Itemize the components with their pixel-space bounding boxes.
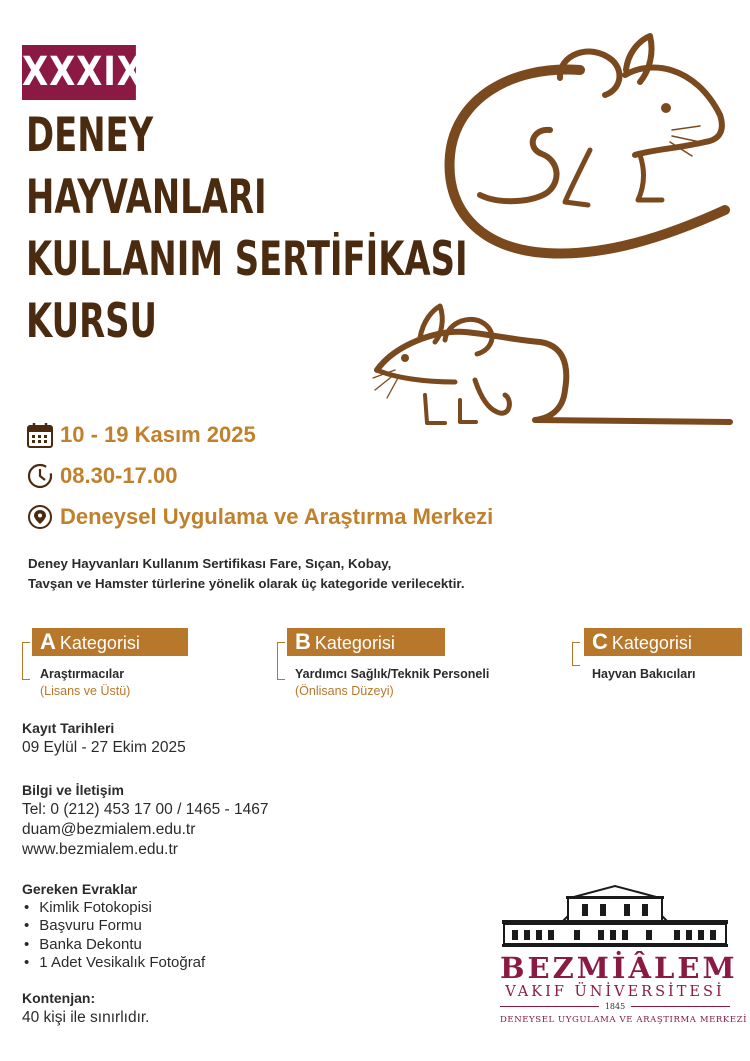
- brand-year-row: [500, 1002, 730, 1011]
- brand-center: DENEYSEL UYGULAMA VE ARAŞTIRMA MERKEZİ: [500, 1015, 748, 1025]
- quota-section: [22, 988, 150, 1028]
- event-time-text: 08.30-17.00: [60, 463, 178, 488]
- contact-email[interactable]: duam@bezmialem.edu.tr: [22, 821, 196, 838]
- title-line-4: KURSU: [26, 294, 158, 349]
- event-date-text: 10 - 19 Kasım 2025: [60, 422, 256, 447]
- list-item: • Başvuru Formu: [22, 917, 205, 936]
- category-label: Kategorisi: [314, 633, 395, 653]
- contact-phone: Tel: 0 (212) 453 17 00 / 1465 - 1467: [22, 801, 269, 818]
- category-c-name: Hayvan Bakıcıları: [592, 667, 696, 681]
- edition-badge: XXXIX.: [22, 45, 136, 100]
- category-letter: A: [40, 629, 56, 654]
- list-item: • 1 Adet Vesikalık Fotoğraf: [22, 954, 205, 973]
- category-bracket: [277, 642, 285, 680]
- category-bracket: [572, 642, 580, 666]
- quota-text: 40 kişi ile sınırlıdır.: [22, 1009, 150, 1026]
- quota-heading: Kontenjan:: [22, 990, 96, 1006]
- university-brand: [500, 951, 748, 1025]
- registration-section: [22, 718, 186, 758]
- event-date: [26, 421, 256, 449]
- list-item: • Kimlik Fotokopisi: [22, 899, 205, 918]
- divider: [500, 1006, 599, 1007]
- category-a-tag: [32, 628, 188, 656]
- category-b-sub: (Önlisans Düzeyi): [295, 684, 394, 698]
- brand-subtitle: VAKIF ÜNİVERSİTESİ: [505, 984, 725, 1000]
- title-line-3: KULLANIM SERTİFİKASI: [26, 232, 468, 287]
- brand-name: BEZMİÂLEM: [500, 951, 738, 985]
- category-bracket: [22, 642, 30, 680]
- university-building-logo: [500, 882, 730, 948]
- category-letter: C: [592, 629, 608, 654]
- category-label: Kategorisi: [59, 633, 140, 653]
- divider: [631, 1006, 730, 1007]
- intro-line-1: Deney Hayvanları Kullanım Sertifikası Fare, Sıçan, Kobay,: [28, 556, 392, 571]
- intro-text: [28, 554, 628, 594]
- registration-heading: Kayıt Tarihleri: [22, 720, 115, 736]
- category-b-tag: [287, 628, 445, 656]
- registration-dates: 09 Eylül - 27 Ekim 2025: [22, 739, 186, 756]
- event-time: [26, 462, 177, 490]
- intro-line-2: Tavşan ve Hamster türlerine yönelik olarak üç kategoride verilecektir.: [28, 576, 465, 591]
- category-label: Kategorisi: [611, 633, 692, 653]
- clock-icon: [26, 462, 54, 490]
- contact-website[interactable]: www.bezmialem.edu.tr: [22, 841, 178, 858]
- calendar-icon: [26, 421, 54, 449]
- category-b-name: Yardımcı Sağlık/Teknik Personeli: [295, 667, 490, 681]
- documents-list: [22, 899, 205, 973]
- contact-section: [22, 780, 268, 860]
- documents-section: [22, 880, 205, 973]
- large-mouse-illustration: [440, 30, 740, 270]
- location-pin-icon: [26, 503, 54, 531]
- title-line-2: HAYVANLARI: [26, 170, 267, 225]
- contact-heading: Bilgi ve İletişim: [22, 782, 124, 798]
- brand-year: 1845: [604, 1002, 626, 1011]
- category-letter: B: [295, 629, 311, 654]
- event-location-text: Deneysel Uygulama ve Araştırma Merkezi: [60, 504, 494, 529]
- category-a-name: Araştırmacılar: [40, 667, 125, 681]
- category-c-tag: [584, 628, 742, 656]
- category-a-sub: (Lisans ve Üstü): [40, 684, 131, 698]
- title-line-1: DENEY: [26, 108, 154, 163]
- small-mouse-illustration: [365, 300, 735, 435]
- documents-heading: Gereken Evraklar: [22, 881, 138, 897]
- event-location: [26, 503, 493, 531]
- list-item: • Banka Dekontu: [22, 936, 205, 955]
